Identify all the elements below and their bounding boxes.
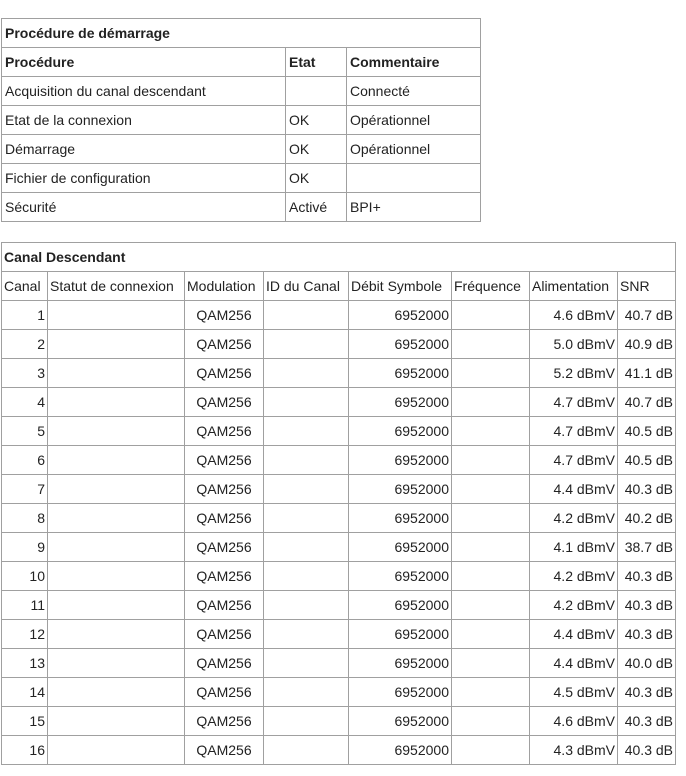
startup-comment-cell [347, 164, 481, 193]
channel-number-cell: 1 [2, 301, 48, 330]
power-cell: 5.2 dBmV [530, 359, 618, 388]
snr-cell: 40.3 dB [618, 707, 676, 736]
modulation-cell: QAM256 [185, 649, 264, 678]
modulation-cell: QAM256 [185, 301, 264, 330]
frequency-cell [452, 620, 530, 649]
startup-comment-cell: Connecté [347, 77, 481, 106]
table-row [2, 678, 676, 707]
header-modulation: Modulation [185, 272, 264, 301]
snr-cell: 40.0 dB [618, 649, 676, 678]
power-cell: 4.2 dBmV [530, 504, 618, 533]
snr-cell: 41.1 dB [618, 359, 676, 388]
symbol-rate-cell: 6952000 [349, 620, 452, 649]
symbol-rate-cell: 6952000 [349, 591, 452, 620]
channel-number-cell: 9 [2, 533, 48, 562]
snr-cell: 40.3 dB [618, 591, 676, 620]
channel-id-cell [264, 301, 349, 330]
frequency-cell [452, 736, 530, 765]
snr-cell: 40.7 dB [618, 388, 676, 417]
channel-id-cell [264, 591, 349, 620]
frequency-cell [452, 678, 530, 707]
channel-id-cell [264, 649, 349, 678]
startup-state-cell: OK [286, 106, 347, 135]
table-row [2, 135, 481, 164]
symbol-rate-cell: 6952000 [349, 388, 452, 417]
channel-number-cell: 7 [2, 475, 48, 504]
snr-cell: 38.7 dB [618, 533, 676, 562]
snr-cell: 40.5 dB [618, 417, 676, 446]
table-row [2, 446, 676, 475]
frequency-cell [452, 388, 530, 417]
connection-status-cell [48, 562, 185, 591]
power-cell: 4.7 dBmV [530, 446, 618, 475]
snr-cell: 40.2 dB [618, 504, 676, 533]
header-connection-status: Statut de connexion [48, 272, 185, 301]
startup-state-cell: OK [286, 135, 347, 164]
channel-id-cell [264, 475, 349, 504]
startup-header-state: Etat [286, 48, 347, 77]
table-row [2, 504, 676, 533]
startup-procedure-cell: Fichier de configuration [2, 164, 286, 193]
connection-status-cell [48, 388, 185, 417]
channel-id-cell [264, 417, 349, 446]
frequency-cell [452, 475, 530, 504]
connection-status-cell [48, 620, 185, 649]
symbol-rate-cell: 6952000 [349, 301, 452, 330]
symbol-rate-cell: 6952000 [349, 533, 452, 562]
power-cell: 4.4 dBmV [530, 620, 618, 649]
modulation-cell: QAM256 [185, 707, 264, 736]
channel-number-cell: 6 [2, 446, 48, 475]
connection-status-cell [48, 417, 185, 446]
modulation-cell: QAM256 [185, 620, 264, 649]
header-power: Alimentation [530, 272, 618, 301]
power-cell: 4.6 dBmV [530, 301, 618, 330]
channel-id-cell [264, 504, 349, 533]
snr-cell: 40.3 dB [618, 736, 676, 765]
startup-header-procedure: Procédure [2, 48, 286, 77]
frequency-cell [452, 533, 530, 562]
snr-cell: 40.3 dB [618, 562, 676, 591]
snr-cell: 40.3 dB [618, 475, 676, 504]
startup-title-row [2, 19, 481, 48]
modulation-cell: QAM256 [185, 388, 264, 417]
channel-id-cell [264, 330, 349, 359]
power-cell: 4.2 dBmV [530, 562, 618, 591]
table-row [2, 417, 676, 446]
connection-status-cell [48, 475, 185, 504]
modulation-cell: QAM256 [185, 359, 264, 388]
connection-status-cell [48, 359, 185, 388]
power-cell: 5.0 dBmV [530, 330, 618, 359]
channel-id-cell [264, 446, 349, 475]
channel-number-cell: 4 [2, 388, 48, 417]
channel-id-cell [264, 562, 349, 591]
downstream-header-row [2, 272, 676, 301]
startup-state-cell [286, 77, 347, 106]
power-cell: 4.4 dBmV [530, 475, 618, 504]
snr-cell: 40.5 dB [618, 446, 676, 475]
startup-comment-cell: Opérationnel [347, 106, 481, 135]
startup-procedure-cell: Acquisition du canal descendant [2, 77, 286, 106]
header-snr: SNR [618, 272, 676, 301]
table-row [2, 562, 676, 591]
symbol-rate-cell: 6952000 [349, 330, 452, 359]
channel-number-cell: 10 [2, 562, 48, 591]
table-row [2, 591, 676, 620]
symbol-rate-cell: 6952000 [349, 736, 452, 765]
symbol-rate-cell: 6952000 [349, 475, 452, 504]
header-symbol-rate: Débit Symbole [349, 272, 452, 301]
power-cell: 4.7 dBmV [530, 417, 618, 446]
channel-number-cell: 11 [2, 591, 48, 620]
header-channel-id: ID du Canal [264, 272, 349, 301]
connection-status-cell [48, 330, 185, 359]
channel-number-cell: 12 [2, 620, 48, 649]
modulation-cell: QAM256 [185, 417, 264, 446]
symbol-rate-cell: 6952000 [349, 562, 452, 591]
frequency-cell [452, 417, 530, 446]
channel-id-cell [264, 533, 349, 562]
modulation-cell: QAM256 [185, 330, 264, 359]
startup-procedure-cell: Etat de la connexion [2, 106, 286, 135]
header-frequency: Fréquence [452, 272, 530, 301]
power-cell: 4.2 dBmV [530, 591, 618, 620]
symbol-rate-cell: 6952000 [349, 649, 452, 678]
connection-status-cell [48, 707, 185, 736]
header-channel: Canal [2, 272, 48, 301]
snr-cell: 40.3 dB [618, 678, 676, 707]
table-row [2, 164, 481, 193]
startup-procedure-table [1, 18, 481, 222]
downstream-table-title: Canal Descendant [2, 243, 676, 272]
snr-cell: 40.9 dB [618, 330, 676, 359]
channel-number-cell: 3 [2, 359, 48, 388]
symbol-rate-cell: 6952000 [349, 417, 452, 446]
table-row [2, 193, 481, 222]
channel-id-cell [264, 388, 349, 417]
startup-table-title: Procédure de démarrage [2, 19, 481, 48]
table-row [2, 359, 676, 388]
modulation-cell: QAM256 [185, 678, 264, 707]
connection-status-cell [48, 649, 185, 678]
modulation-cell: QAM256 [185, 475, 264, 504]
table-row [2, 475, 676, 504]
startup-state-cell: Activé [286, 193, 347, 222]
modulation-cell: QAM256 [185, 504, 264, 533]
startup-header-row [2, 48, 481, 77]
symbol-rate-cell: 6952000 [349, 504, 452, 533]
connection-status-cell [48, 533, 185, 562]
table-row [2, 649, 676, 678]
downstream-channel-table [1, 242, 676, 765]
frequency-cell [452, 446, 530, 475]
table-row [2, 736, 676, 765]
modulation-cell: QAM256 [185, 736, 264, 765]
channel-id-cell [264, 359, 349, 388]
connection-status-cell [48, 446, 185, 475]
modulation-cell: QAM256 [185, 591, 264, 620]
power-cell: 4.3 dBmV [530, 736, 618, 765]
channel-number-cell: 8 [2, 504, 48, 533]
startup-header-comment: Commentaire [347, 48, 481, 77]
modulation-cell: QAM256 [185, 446, 264, 475]
table-row [2, 106, 481, 135]
frequency-cell [452, 330, 530, 359]
startup-state-cell: OK [286, 164, 347, 193]
symbol-rate-cell: 6952000 [349, 446, 452, 475]
symbol-rate-cell: 6952000 [349, 359, 452, 388]
power-cell: 4.1 dBmV [530, 533, 618, 562]
table-row [2, 330, 676, 359]
symbol-rate-cell: 6952000 [349, 707, 452, 736]
frequency-cell [452, 504, 530, 533]
table-row [2, 388, 676, 417]
channel-id-cell [264, 678, 349, 707]
channel-id-cell [264, 736, 349, 765]
startup-procedure-cell: Sécurité [2, 193, 286, 222]
power-cell: 4.5 dBmV [530, 678, 618, 707]
frequency-cell [452, 301, 530, 330]
downstream-table-body [2, 301, 676, 765]
channel-id-cell [264, 707, 349, 736]
table-row [2, 77, 481, 106]
frequency-cell [452, 591, 530, 620]
connection-status-cell [48, 504, 185, 533]
startup-comment-cell: BPI+ [347, 193, 481, 222]
table-row [2, 620, 676, 649]
connection-status-cell [48, 736, 185, 765]
channel-number-cell: 16 [2, 736, 48, 765]
frequency-cell [452, 649, 530, 678]
channel-number-cell: 14 [2, 678, 48, 707]
frequency-cell [452, 707, 530, 736]
channel-number-cell: 15 [2, 707, 48, 736]
channel-number-cell: 13 [2, 649, 48, 678]
power-cell: 4.7 dBmV [530, 388, 618, 417]
modulation-cell: QAM256 [185, 562, 264, 591]
table-row [2, 301, 676, 330]
power-cell: 4.4 dBmV [530, 649, 618, 678]
channel-number-cell: 2 [2, 330, 48, 359]
snr-cell: 40.7 dB [618, 301, 676, 330]
connection-status-cell [48, 591, 185, 620]
startup-comment-cell: Opérationnel [347, 135, 481, 164]
connection-status-cell [48, 678, 185, 707]
frequency-cell [452, 359, 530, 388]
frequency-cell [452, 562, 530, 591]
channel-id-cell [264, 620, 349, 649]
modulation-cell: QAM256 [185, 533, 264, 562]
table-row [2, 533, 676, 562]
channel-number-cell: 5 [2, 417, 48, 446]
power-cell: 4.6 dBmV [530, 707, 618, 736]
startup-procedure-cell: Démarrage [2, 135, 286, 164]
connection-status-cell [48, 301, 185, 330]
symbol-rate-cell: 6952000 [349, 678, 452, 707]
table-row [2, 707, 676, 736]
snr-cell: 40.3 dB [618, 620, 676, 649]
downstream-title-row [2, 243, 676, 272]
